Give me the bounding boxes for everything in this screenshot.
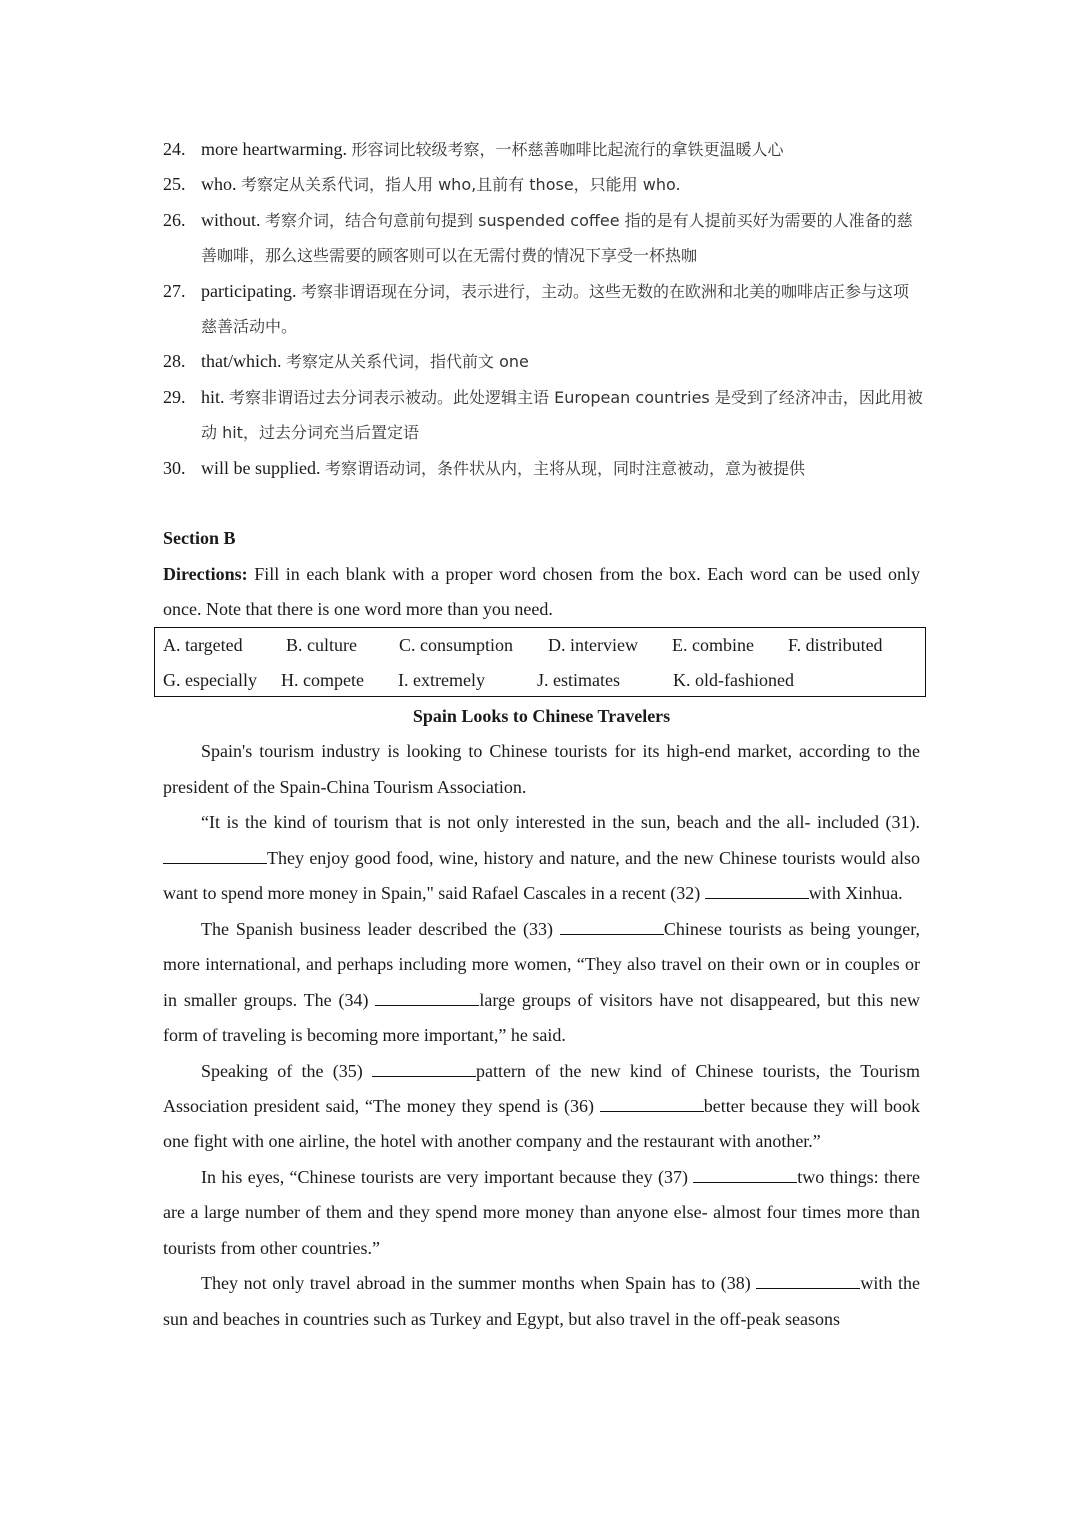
paragraph-text: They not only travel abroad in the summer months when Spain has to (38) — [201, 1273, 757, 1294]
paragraph-text: with Xinhua. — [808, 883, 903, 904]
paragraph — [163, 912, 920, 1054]
word-option: C. consumption — [399, 635, 514, 655]
answer-number: 29. — [163, 386, 186, 407]
paragraph-text: Speaking of the (35) — [201, 1060, 372, 1081]
answer-number: 24. — [163, 139, 186, 159]
blank-35[interactable] — [372, 1058, 476, 1077]
answer-explanation: 考察定从关系代词，指人用 who,且前有 those，只能用 who. — [241, 175, 681, 195]
directions — [163, 557, 920, 628]
blank-32[interactable] — [705, 880, 809, 899]
paragraph-text: The Spanish business leader described the (33) — [201, 918, 560, 939]
answer-number: 27. — [163, 280, 186, 301]
blank-36[interactable] — [600, 1093, 704, 1112]
word-option: B. culture — [286, 635, 357, 655]
answer-word: who. — [201, 174, 237, 195]
paragraph-text: pattern of the new kind of Chinese tourists, the Tourism Association president said, “The money they spend is (36) — [163, 1060, 921, 1116]
answer-explanation: 考察非谓语现在分词，表示进行，主动。这些无数的在欧洲和北美的咖啡店正参与这项慈善活动中。 — [201, 281, 909, 337]
word-option: A. targeted — [163, 635, 243, 655]
paragraph-text: two things: there are a large number of them and they spend more money than anyone else- almost four times more than tourists from other countries.” — [163, 1166, 920, 1258]
directions-label: Directions: — [163, 563, 248, 584]
answer-number: 25. — [163, 174, 186, 195]
answer-explanation: 考察非谓语过去分词表示被动。此处逻辑主语 European countries 是受到了经济冲击，因此用被动 hit，过去分词充当后置定语 — [201, 387, 923, 443]
answer-number: 28. — [163, 351, 186, 372]
word-box — [154, 627, 926, 697]
paragraph-text: They enjoy good food, wine, history and nature, and the new Chinese tourists would also want to spend more money in Spain," said Rafael Cascales in a recent (32) — [163, 847, 920, 904]
answer-word: hit. — [201, 386, 225, 407]
word-option: K. old-fashioned — [673, 670, 794, 690]
blank-33[interactable] — [560, 916, 664, 935]
answer-word: participating. — [201, 280, 297, 301]
answer-item — [163, 203, 923, 274]
answer-item — [163, 167, 923, 202]
paragraph-text: “It is the kind of tourism that is not only interested in the sun, beach and the all- included (31). — [201, 812, 920, 833]
paragraph — [163, 1054, 920, 1160]
blank-31[interactable] — [163, 845, 267, 864]
paragraph-text: better because they will book one fight with one airline, the hotel with another company and the restaurant with another.” — [163, 1095, 920, 1152]
paragraph — [163, 1266, 920, 1337]
directions-text: Fill in each blank with a proper word chosen from the box. Each word can be used only once. Note that there is one word more than you need. — [163, 563, 920, 619]
paragraph-text: Chinese tourists as being younger, more international, and perhaps including more women, “They also travel on their own or in couples or in smaller groups. The (34) — [163, 918, 921, 1010]
answer-key-list — [163, 132, 923, 486]
word-option: D. interview — [548, 635, 638, 655]
answer-item — [163, 132, 923, 167]
blank-38[interactable] — [756, 1270, 860, 1289]
answer-number: 26. — [163, 209, 186, 230]
passage-title: Spain Looks to Chinese Travelers — [412, 706, 671, 726]
reading-passage — [163, 699, 920, 1337]
answer-item — [163, 451, 923, 486]
paragraph-text: with the sun and beaches in countries such as Turkey and Egypt, but also travel in the off-peak seasons — [163, 1273, 920, 1329]
paragraph: Spain's tourism industry is looking to Chinese tourists for its high-end market, according to the president of the Spain-China Tourism Association. — [163, 741, 920, 797]
section-title: Section B — [163, 528, 236, 548]
answer-explanation: 考察谓语动词，条件状从内，主将从现，同时注意被动，意为被提供 — [325, 458, 806, 478]
paragraph-text: In his eyes, “Chinese tourists are very important because they (37) — [201, 1166, 694, 1187]
answer-word: more heartwarming. — [201, 139, 347, 159]
answer-word: without. — [201, 209, 261, 230]
blank-37[interactable] — [693, 1164, 797, 1183]
paragraph-text: large groups of visitors have not disappeared, but this new form of traveling is becoming more important,” he said. — [163, 989, 920, 1046]
answer-explanation: 考察定从关系代词，指代前文 one — [285, 352, 529, 372]
section-b — [163, 521, 920, 628]
answer-item — [163, 344, 923, 379]
answer-number: 30. — [163, 457, 186, 478]
paragraph — [163, 1160, 920, 1266]
word-option: E. combine — [672, 635, 754, 655]
answer-explanation: 考察介词，结合句意前句提到 suspended coffee 指的是有人提前买好为需要的人准备的慈善咖啡，那么这些需要的顾客则可以在无需付费的情况下享受一杯热咖 — [201, 210, 913, 266]
word-option: J. estimates — [537, 670, 620, 690]
answer-explanation: 形容词比较级考察，一杯慈善咖啡比起流行的拿铁更温暖人心 — [351, 140, 784, 159]
word-option: I. extremely — [398, 670, 485, 690]
blank-34[interactable] — [375, 987, 479, 1006]
answer-item — [163, 380, 923, 451]
answer-word: will be supplied. — [201, 457, 321, 478]
paragraph — [163, 805, 920, 911]
word-option: G. especially — [163, 670, 257, 690]
word-option: F. distributed — [788, 635, 883, 655]
word-option: H. compete — [281, 670, 364, 690]
answer-item — [163, 274, 923, 345]
answer-word: that/which. — [201, 351, 282, 372]
